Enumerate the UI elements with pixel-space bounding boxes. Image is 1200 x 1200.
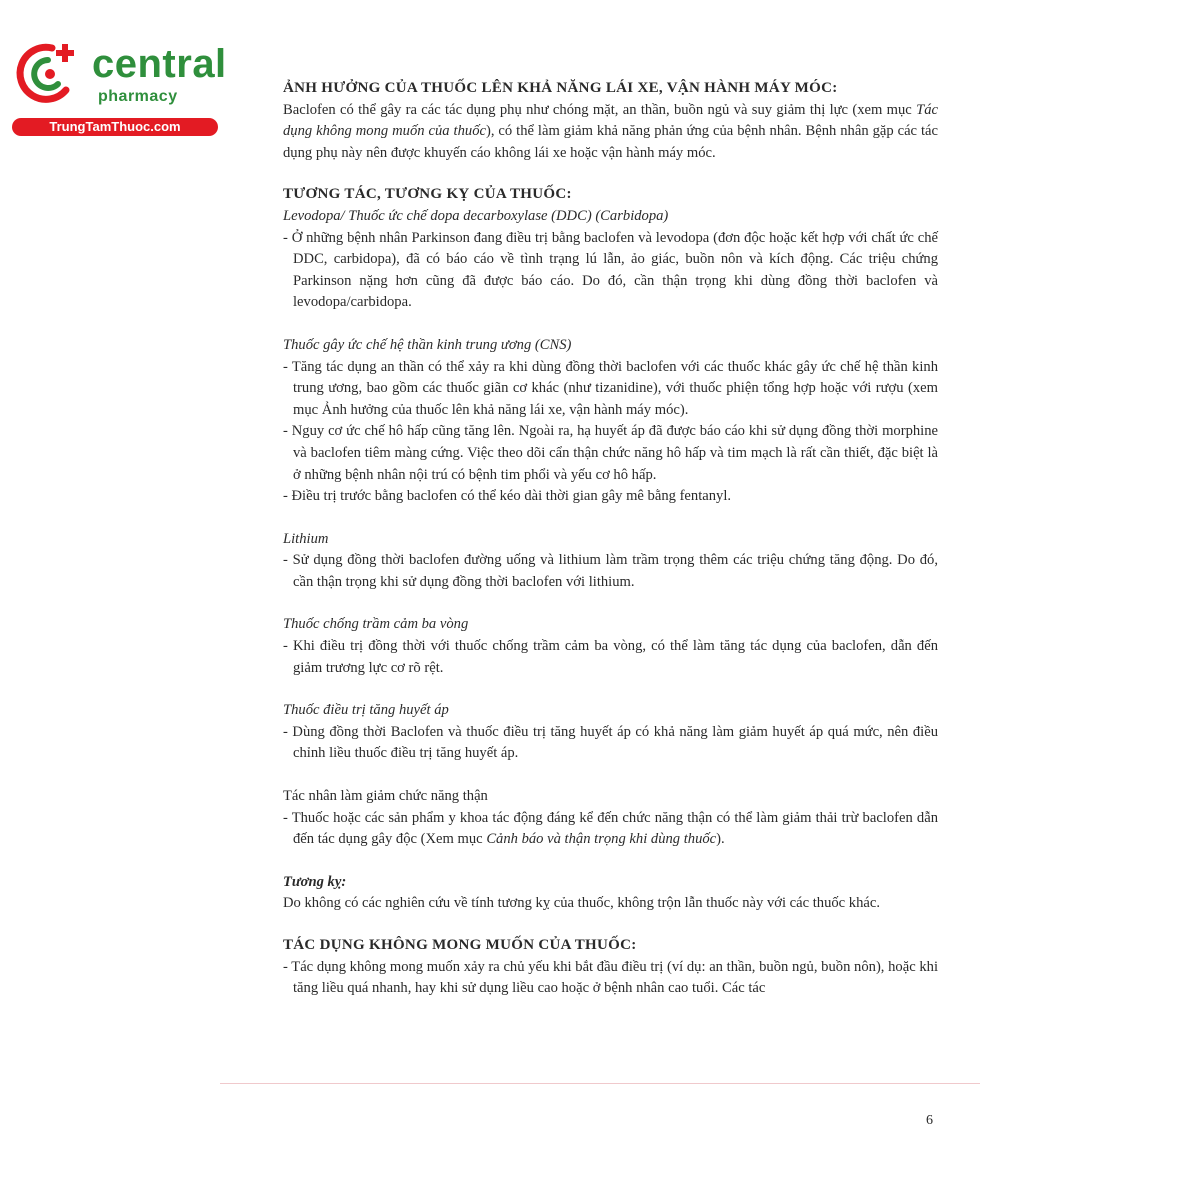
section-heading-driving: ẢNH HƯỞNG CỦA THUỐC LÊN KHẢ NĂNG LÁI XE, VẬN HÀNH MÁY MÓC: [283,80,838,96]
driving-text-part2: ), có thể làm giảm khả năng phản ứng của bệnh nhân. Bệnh nhân gặp các tác dụng phụ này nên được khuyến cáo không lái xe hoặc vận hành máy móc. [283,123,938,161]
driving-text-reference: Tác dụng không mong muốn của thuốc [283,101,938,140]
bullet-levodopa-1: - Ở những bệnh nhân Parkinson đang điều trị bằng baclofen và levodopa (đơn độc hoặc kết hợp với chất ức chế DDC, carbidopa), đã có báo cáo về tình trạng lú lẫn, ảo giác, buồn nôn và kích động. Các triệu chứng Parkinson nặng hơn cũng đã được báo cáo. Do đó, cần thận trọng khi dùng đồng thời baclofen và levodopa/carbidopa. [283,229,938,311]
bullet-renal-1 [283,808,938,851]
incompatibility-paragraph: Do không có các nghiên cứu về tính tương kỵ của thuốc, không trộn lẫn thuốc này với các thuốc khác. [283,895,881,912]
renal-text-part1: - Thuốc hoặc các sản phẩm y khoa tác động đáng kể đến chức năng thận có thể làm giảm thải trừ baclofen dẫn đến tác dụng gây độc (Xem mục [283,809,938,848]
section-heading-interactions: TƯƠNG TÁC, TƯƠNG KỴ CỦA THUỐC: [283,186,572,203]
subheading-levodopa: Levodopa/ Thuốc ức chế dopa decarboxylase (DDC) (Carbidopa) [283,207,669,224]
subheading-cns: Thuốc gây ức chế hệ thần kinh trung ương (CNS) [283,336,572,353]
brand-url: TrungTamThuoc.com [12,118,218,136]
brand-tagline: pharmacy [98,88,178,105]
document-page [283,78,938,1000]
driving-paragraph [283,100,938,165]
brand-logo[interactable] [10,38,227,138]
renal-text-reference: Cảnh báo và thận trọng khi dùng thuốc [486,831,717,848]
subheading-renal: Tác nhân làm giảm chức năng thận [283,788,488,805]
section-heading-adverse: TÁC DỤNG KHÔNG MONG MUỐN CỦA THUỐC: [283,937,637,953]
subheading-tricyclic: Thuốc chống trầm cảm ba vòng [283,616,469,633]
bullet-lithium-1: - Sử dụng đồng thời baclofen đường uống và lithium làm trầm trọng thêm các triệu chứng tăng động. Do đó, cần thận trọng khi sử dụng đồng thời baclofen với lithium. [283,552,938,590]
bullet-cns-1: - Tăng tác dụng an thần có thể xảy ra khi dùng đồng thời baclofen với các thuốc khác gây ức chế hệ thần kinh trung ương, bao gồm các thuốc giãn cơ khác (như tizanidine), với thuốc phiện tổng hợp hoặc với rượu (xem mục Ảnh hưởng của thuốc lên khả năng lái xe, vận hành máy móc). [283,358,938,418]
bullet-tricyclic-1: - Khi điều trị đồng thời với thuốc chống trầm cảm ba vòng, có thể làm tăng tác dụng của baclofen, dẫn đến giảm trương lực cơ rõ rệt. [283,638,938,676]
subheading-incompatibility: Tương kỵ: [283,873,347,890]
bullet-cns-3: - Điều trị trước bằng baclofen có thể kéo dài thời gian gây mê bằng fentanyl. [283,488,732,505]
subheading-lithium: Lithium [283,530,329,547]
renal-text-part2: ). [716,831,725,848]
bullet-cns-2: - Nguy cơ ức chế hô hấp cũng tăng lên. Ngoài ra, hạ huyết áp đã được báo cáo khi sử dụng đồng thời morphine và baclofen tiêm màng cứng. Việc theo dõi cẩn thận chức năng hô hấp và tim mạch là rất cần thiết, đặc biệt là ở những bệnh nhân nội trú có bệnh tim phổi và yếu cơ hô hấp. [283,423,938,483]
driving-text-part1: Baclofen có thể gây ra các tác dụng phụ như chóng mặt, an thần, buồn ngủ và suy giảm thị lực (xem mục [283,101,917,118]
footer-divider [220,1083,980,1084]
page-number: 6 [926,1113,933,1128]
subheading-hypertension: Thuốc điều trị tăng huyết áp [283,702,449,719]
central-pharmacy-logo-icon [10,38,90,108]
bullet-hypertension-1: - Dùng đồng thời Baclofen và thuốc điều trị tăng huyết áp có khả năng làm giảm huyết áp quá mức, nên điều chỉnh liều thuốc điều trị tăng huyết áp. [283,723,938,762]
brand-name: central [92,42,227,86]
bullet-adverse-1: - Tác dụng không mong muốn xảy ra chủ yếu khi bắt đầu điều trị (ví dụ: an thần, buồn ngủ, buồn nôn), hoặc khi tăng liều quá nhanh, hay khi sử dụng liều cao hoặc ở bệnh nhân cao tuổi. Các tác [283,958,938,997]
